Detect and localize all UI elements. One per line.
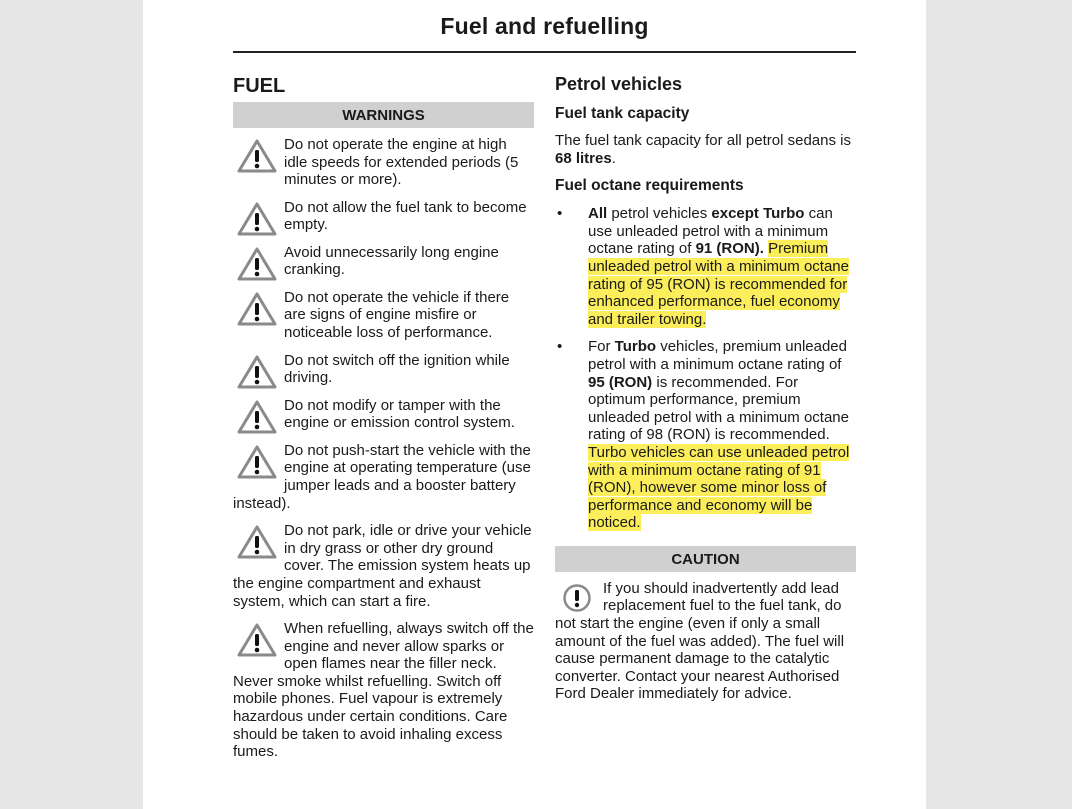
bullet-bold: 95 (RON): [588, 373, 653, 391]
caution-bar: CAUTION: [555, 546, 856, 572]
bullet-bold: Turbo: [614, 338, 657, 356]
capacity-text-a: The fuel tank capacity for all petrol sedans is: [555, 132, 851, 149]
fuel-heading: FUEL: [233, 75, 286, 97]
petrol-heading: Petrol vehicles: [555, 74, 683, 94]
caution-circle-icon: [560, 583, 594, 613]
warning-triangle-icon: [237, 623, 277, 657]
bullet-bold: All: [588, 205, 608, 223]
warning-item: [233, 620, 534, 761]
warning-item: [233, 522, 534, 610]
warning-item: [233, 289, 534, 342]
warning-text: Avoid unnecessarily long engine cranking.: [284, 243, 499, 279]
warning-text: Do not operate the engine at high idle speeds for extended periods (5 minutes or more).: [284, 136, 519, 189]
warning-text: Do not allow the fuel tank to become empty.: [284, 198, 527, 234]
warning-text: Do not push-start the vehicle with the engine at operating temperature (use jumper leads and a booster battery instead).: [233, 441, 531, 512]
warning-item: [233, 442, 534, 512]
bullet-text: is recommended. For optimum performance, premium unleaded petrol with a minimum octane rating of 98 (RON) is recommended.: [588, 373, 849, 444]
warning-triangle-icon: [237, 400, 277, 434]
bullet-marker: •: [557, 338, 563, 356]
bullet-text: can use unleaded petrol with a minimum octane rating of: [588, 205, 833, 258]
highlighted-text: Premium unleaded petrol with a minimum octane rating of 95 (RON) is recommended for enhanced performance, fuel economy and trailer towing.: [588, 240, 849, 328]
fuel-column: [233, 72, 534, 761]
warning-triangle-icon: [237, 247, 277, 281]
warning-item: [233, 352, 534, 389]
highlighted-text: Turbo vehicles can use unleaded petrol with a minimum octane rating of 91 (RON), however some minor loss of performance and economy will be noticed.: [588, 443, 850, 532]
bullet-text: petrol vehicles: [607, 205, 712, 223]
bullet-marker: •: [557, 205, 563, 223]
bullet-bold: 91 (RON).: [695, 240, 764, 258]
warning-text: Do not operate the vehicle if there are signs of engine misfire or noticeable loss of performance.: [284, 288, 510, 341]
octane-heading: Fuel octane requirements: [555, 177, 744, 195]
warning-item: [233, 397, 534, 432]
warning-text: Do not switch off the ignition while driving.: [284, 351, 510, 387]
warning-triangle-icon: [237, 355, 277, 389]
capacity-value: 68 litres: [555, 149, 612, 167]
caution-text: If you should inadvertently add lead replacement fuel to the fuel tank, do not start the engine (even if only a small amount of the fuel was added). The fuel will cause permanent damage to the catalytic converter. Contact your nearest Authorised Ford Dealer immediately for advice.: [555, 579, 845, 703]
warning-triangle-icon: [237, 525, 277, 559]
capacity-heading: Fuel tank capacity: [555, 105, 690, 122]
warning-item: [233, 244, 534, 281]
bullet-bold: except Turbo: [711, 205, 805, 223]
capacity-text-b: .: [611, 149, 616, 167]
manual-page: [143, 0, 926, 809]
warning-item: [233, 136, 534, 189]
petrol-column: [555, 72, 856, 703]
warning-text: Do not modify or tamper with the engine or emission control system.: [284, 396, 515, 432]
warning-item: [233, 199, 534, 236]
caution-item: [555, 580, 856, 703]
warning-triangle-icon: [237, 139, 277, 173]
warnings-bar: WARNINGS: [233, 102, 534, 128]
capacity-text: [555, 132, 856, 167]
octane-bullet-standard: [555, 205, 856, 328]
page-title: Fuel and refuelling: [440, 13, 649, 39]
warning-text: When refuelling, always switch off the engine and never allow sparks or open flames near the filler neck. Never smoke whilst refuelling. Switch off mobile phones. Fuel vapour is extremely hazardous under certain conditions. Care should be taken to avoid inhaling excess fumes.: [233, 620, 534, 761]
warning-text: Do not park, idle or drive your vehicle in dry grass or other dry ground cover. The emission system heats up the engine compartment and exhaust system, which can start a fire.: [233, 522, 532, 610]
title-divider: [233, 51, 856, 53]
bullet-text: For: [588, 338, 615, 356]
warning-triangle-icon: [237, 202, 277, 236]
warning-triangle-icon: [237, 292, 277, 326]
bullet-text: vehicles, premium unleaded petrol with a minimum octane rating of: [588, 338, 847, 373]
warning-triangle-icon: [237, 445, 277, 479]
octane-bullet-turbo: [555, 338, 856, 532]
